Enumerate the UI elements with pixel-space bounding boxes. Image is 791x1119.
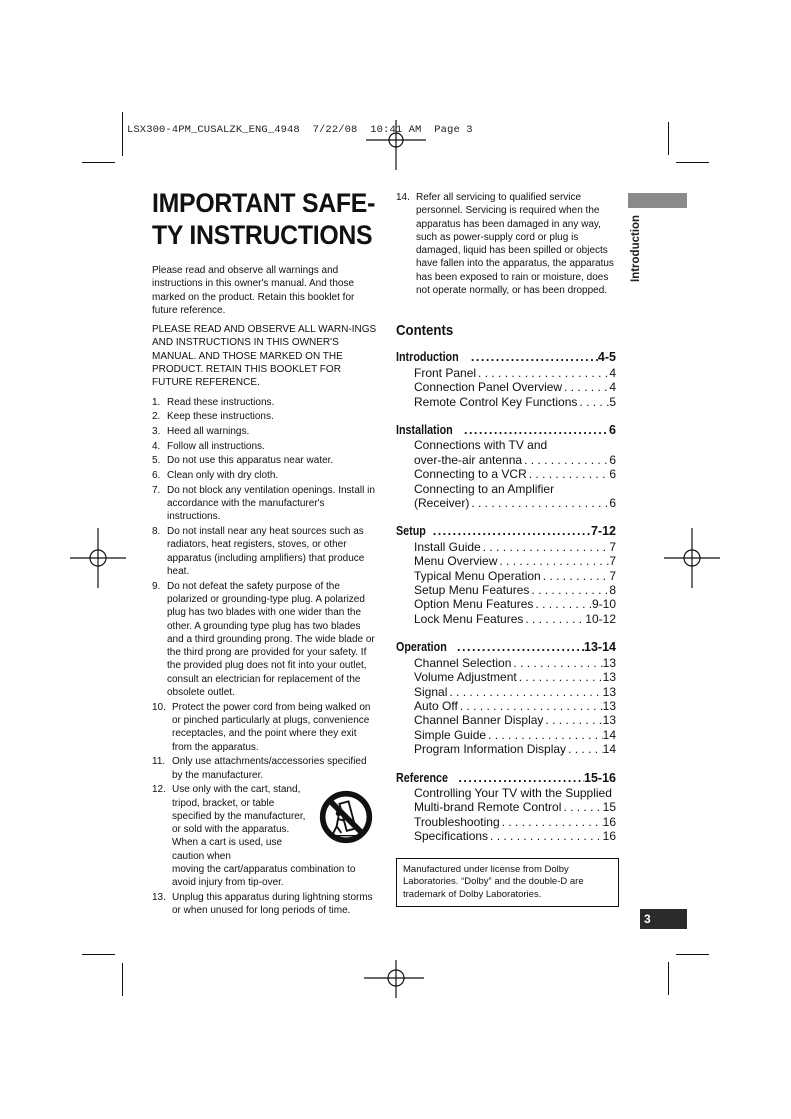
item-text — [172, 783, 378, 889]
toc-page: 13 — [602, 655, 616, 670]
crop-mark — [122, 963, 123, 996]
toc-entry-label: Auto Off — [414, 698, 458, 713]
toc-entry-label: Program Information Display — [414, 742, 567, 757]
list-item — [152, 525, 378, 578]
item-number: 3. — [152, 426, 161, 438]
toc-entry[interactable] — [396, 829, 616, 843]
toc-leader — [462, 423, 609, 437]
item-number: 4. — [152, 440, 161, 452]
toc-entry[interactable] — [396, 713, 616, 727]
toc-entry[interactable] — [396, 800, 616, 814]
item-number: 11. — [152, 756, 166, 768]
toc-leader — [481, 540, 610, 554]
toc-heading[interactable] — [396, 524, 616, 538]
item-number: 6. — [152, 470, 161, 482]
toc-leader — [431, 524, 591, 538]
toc-entry-label: Option Menu Features — [414, 597, 534, 612]
list-item — [152, 396, 378, 409]
toc-heading-label: Reference — [396, 770, 448, 785]
item-text: Do not defeat the safety purpose of the polarized or grounding-type plug. A polarized plug has two blades with one wider than the other. A grounding type plug has two blades and a third grounding prong. The wide blade or the third prong are provided for your safety. If the provided plug does not fit into your outlet, consult an electrician for replacement of the obsolete outlet. — [167, 580, 375, 699]
toc-entry[interactable] — [396, 815, 616, 829]
toc-entry[interactable] — [396, 453, 616, 467]
toc-page: 5 — [609, 394, 616, 409]
page-number-badge: 3 — [640, 909, 687, 929]
title-line-2: TY INSTRUCTIONS — [152, 220, 373, 250]
list-item — [152, 891, 378, 918]
item-number: 10. — [152, 701, 166, 713]
intro-caps-paragraph: PLEASE READ AND OBSERVE ALL WARN-INGS AND INSTRUCTIONS IN THIS OWNER'S MANUAL. AND THOSE MARKED ON THE PRODUCT. RETAIN THIS BOOKLET FOR FUTURE REFERENCE. — [152, 324, 377, 389]
toc-page: 7 — [609, 539, 616, 554]
toc-leader — [543, 713, 602, 727]
toc-entry[interactable] — [396, 699, 616, 713]
toc-page: 4 — [609, 380, 616, 395]
item-number: 1. — [152, 396, 161, 408]
toc-leader — [517, 670, 603, 684]
toc-entry-label: Connection Panel Overview — [414, 380, 563, 395]
toc-entry[interactable] — [396, 395, 616, 409]
registration-mark-icon — [366, 116, 426, 176]
toc-entry-label: over-the-air antenna — [414, 452, 523, 467]
list-item — [152, 484, 378, 524]
toc-entry-label: (Receiver) — [414, 496, 470, 511]
toc-entry[interactable] — [396, 540, 616, 554]
toc-page: 16 — [602, 829, 616, 844]
toc-leader — [527, 467, 610, 481]
item-number: 14. — [396, 192, 410, 203]
item-text: Do not use this apparatus near water. — [167, 455, 334, 467]
toc-leader — [577, 395, 609, 409]
toc-page: 13 — [602, 698, 616, 713]
toc-entry-label: Install Guide — [414, 539, 481, 554]
item-text: Refer all servicing to qualified service personnel. Servicing is required when the apparatus has been damaged in any way, such as power-supply cord or plug is damaged, liquid has been spilled or objects have fallen into the apparatus, the apparatus has been exposed to rain or moisture, does not operate normally, or has been dropped. — [416, 192, 614, 297]
toc-leader — [476, 366, 609, 380]
toc-leader — [488, 829, 603, 843]
toc-page: 6 — [609, 452, 616, 467]
toc-entry-line — [396, 482, 616, 496]
crop-mark — [668, 122, 669, 155]
toc-entry[interactable] — [396, 670, 616, 684]
toc-section-introduction — [396, 350, 616, 409]
toc-page: 4 — [609, 365, 616, 380]
list-item — [152, 783, 378, 889]
toc-entry[interactable] — [396, 569, 616, 583]
toc-leader — [523, 612, 585, 626]
toc-entry[interactable] — [396, 597, 616, 611]
item-number: 12. — [152, 784, 166, 796]
toc-entry-label: Connecting to a VCR — [414, 467, 527, 482]
toc-leader — [529, 583, 609, 597]
toc-entry-label: Troubleshooting — [414, 814, 500, 829]
toc-entry-label: Multi-brand Remote Control — [414, 800, 562, 815]
item-text: Protect the power cord from being walked on or pinched particularly at plugs, convenience receptacles, and the point where they exit from the apparatus. — [172, 701, 371, 753]
item-text: Keep these instructions. — [167, 411, 274, 423]
toc-heading[interactable] — [396, 423, 616, 437]
item-number: 13. — [152, 892, 166, 904]
print-slug-line: LSX300-4PM_CUSALZK_ENG_4948 7/22/08 10:41 AM Page 3 — [127, 124, 473, 136]
toc-page: 14 — [602, 727, 616, 742]
list-item — [152, 410, 378, 423]
toc-leader — [541, 569, 610, 583]
item-text: Heed all warnings. — [167, 426, 250, 438]
item-text-part-a: Use only with the cart, stand, tripod, bracket, or table specified by the manufacturer, or sold with the apparatus. When a cart is used, use caution when — [172, 784, 306, 862]
toc-heading[interactable] — [396, 350, 616, 364]
toc-entry-label: Typical Menu Operation — [414, 568, 541, 583]
toc-entry-label: Volume Adjustment — [414, 670, 517, 685]
toc-entry[interactable] — [396, 742, 616, 756]
toc-leader — [456, 771, 584, 785]
section-tab-bar — [628, 193, 687, 208]
toc-section-installation — [396, 423, 616, 510]
dolby-notice-box: Manufactured under license from Dolby Laboratories. “Dolby” and the double-D are trademark of Dolby Laboratories. — [396, 858, 619, 908]
toc-page: 7 — [609, 554, 616, 569]
toc-entry[interactable] — [396, 728, 616, 742]
toc-page: 9-10 — [591, 597, 616, 612]
toc-leader — [486, 728, 603, 742]
toc-leader — [455, 640, 584, 654]
item-text: Follow all instructions. — [167, 440, 265, 452]
intro-paragraph: Please read and observe all warnings and instructions in this owner's manual. And those marked on the product. Retain this booklet for future reference. — [152, 265, 355, 316]
toc-page: 13 — [602, 670, 616, 685]
toc-entry-label: Channel Selection — [414, 655, 512, 670]
crop-mark — [676, 162, 709, 163]
crop-mark — [82, 954, 115, 955]
toc-entry[interactable] — [396, 496, 616, 510]
toc-page: 16 — [602, 814, 616, 829]
item-number: 2. — [152, 411, 161, 423]
toc-entry[interactable] — [396, 554, 616, 568]
toc-leader — [533, 597, 592, 611]
toc-leader — [458, 699, 603, 713]
crop-mark — [676, 954, 709, 955]
toc-entry-label: Lock Menu Features — [414, 611, 524, 626]
toc-page: 13 — [602, 713, 616, 728]
crop-mark — [122, 112, 123, 156]
toc-page: 7 — [609, 568, 616, 583]
toc-entry[interactable] — [396, 612, 616, 626]
toc-page: 7-12 — [590, 524, 616, 539]
contents-column — [396, 191, 616, 907]
title-line-1: IMPORTANT SAFE- — [152, 188, 376, 218]
item-text: Read these instructions. — [167, 396, 275, 408]
toc-entry-label: Channel Banner Display — [414, 713, 544, 728]
list-item — [152, 425, 378, 438]
list-item — [152, 469, 378, 482]
toc-heading-label: Operation — [396, 640, 447, 655]
toc-heading[interactable] — [396, 771, 616, 785]
toc-heading[interactable] — [396, 640, 616, 654]
contents-heading: Contents — [396, 322, 454, 340]
toc-leader — [469, 350, 598, 364]
toc-leader — [469, 496, 609, 510]
toc-page: 10-12 — [585, 611, 616, 626]
toc-entry-label: Front Panel — [414, 365, 477, 380]
toc-leader — [566, 742, 603, 756]
list-item — [152, 701, 378, 754]
toc-page: 14 — [602, 742, 616, 757]
toc-entry[interactable] — [396, 366, 616, 380]
item-text: Unplug this apparatus during lightning storms or when unused for long periods of time. — [172, 892, 373, 917]
toc-entry-label: Connecting to an Amplifier — [414, 481, 555, 496]
toc-leader — [562, 380, 609, 394]
toc-heading-label: Introduction — [396, 350, 459, 365]
toc-page: 8 — [609, 583, 616, 598]
toc-page: 6 — [609, 496, 616, 511]
safety-list-continued — [396, 191, 616, 297]
item-text: Do not block any ventilation openings. Install in accordance with the manufacturer's instructions. — [167, 484, 375, 523]
crop-mark — [82, 162, 115, 163]
list-item — [152, 755, 378, 782]
safety-instructions-column — [152, 187, 378, 919]
registration-mark-icon — [364, 958, 424, 1018]
toc-entry[interactable] — [396, 685, 616, 699]
cart-tip-over-warning-icon — [318, 789, 374, 845]
toc-leader — [447, 685, 602, 699]
toc-entry-label: Specifications — [414, 829, 489, 844]
toc-leader — [497, 554, 609, 568]
toc-entry-label: Menu Overview — [414, 554, 498, 569]
item-number: 8. — [152, 526, 161, 538]
item-text: Do not install near any heat sources such as radiators, heat registers, stoves, or other apparatus (including amplifiers) that produce heat. — [167, 526, 365, 577]
toc-page: 4-5 — [597, 350, 616, 365]
toc-heading-label: Setup — [396, 524, 426, 539]
item-text-part-b: moving the cart/apparatus combination to avoid injury from tip-over. — [172, 864, 356, 889]
toc-entry-line — [396, 438, 616, 452]
toc-entry-line — [396, 786, 616, 800]
list-item — [396, 191, 616, 297]
list-item — [152, 454, 378, 467]
crop-mark — [668, 962, 669, 995]
toc-entry[interactable] — [396, 467, 616, 481]
registration-mark-icon — [662, 528, 722, 588]
toc-entry[interactable] — [396, 656, 616, 670]
item-number: 5. — [152, 455, 161, 467]
toc-page: 6 — [609, 467, 616, 482]
section-tab-label: Introduction — [630, 214, 642, 282]
toc-entry[interactable] — [396, 380, 616, 394]
toc-entry-label: Signal — [414, 684, 448, 699]
toc-entry-label: Simple Guide — [414, 727, 487, 742]
registration-mark-icon — [68, 528, 128, 588]
toc-entry-label: Controlling Your TV with the Supplied — [414, 785, 612, 800]
toc-leader — [511, 656, 602, 670]
toc-page: 6 — [609, 423, 616, 437]
toc-page: 15-16 — [584, 770, 616, 785]
toc-entry-label: Setup Menu Features — [414, 583, 530, 598]
toc-heading-label: Installation — [396, 423, 453, 437]
toc-leader — [561, 800, 602, 814]
list-item — [152, 440, 378, 453]
toc-entry-label: Connections with TV and — [414, 438, 548, 453]
list-item — [152, 580, 378, 700]
page-title — [152, 187, 376, 251]
item-number: 7. — [152, 484, 161, 496]
toc-page: 13-14 — [584, 640, 616, 655]
toc-leader — [500, 815, 603, 829]
item-text: Clean only with dry cloth. — [167, 470, 279, 482]
toc-entry-label: Remote Control Key Functions — [414, 394, 578, 409]
toc-section-operation — [396, 640, 616, 756]
item-text: Only use attachments/accessories specified by the manufacturer. — [172, 756, 367, 781]
toc-page: 13 — [602, 684, 616, 699]
toc-entry[interactable] — [396, 583, 616, 597]
item-number: 9. — [152, 580, 161, 592]
toc-leader — [522, 453, 609, 467]
safety-list — [152, 396, 378, 918]
toc-section-setup — [396, 524, 616, 626]
toc-page: 15 — [602, 800, 616, 815]
toc-section-reference — [396, 771, 616, 844]
